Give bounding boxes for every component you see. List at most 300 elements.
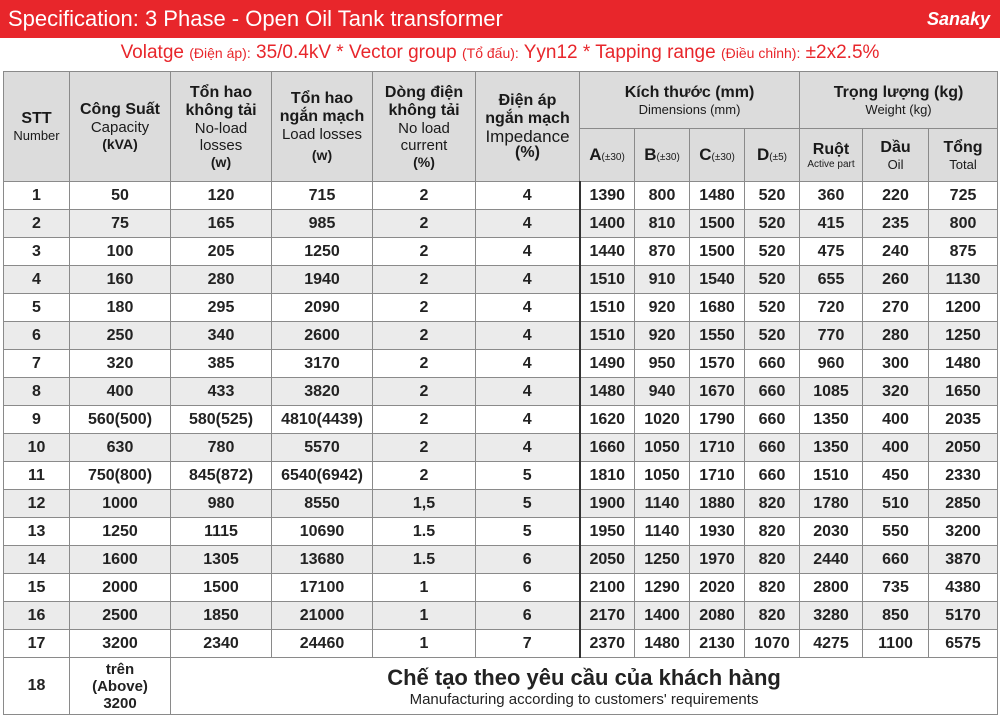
cell-weight-active: 1510 [800,462,863,490]
cell-weight-total: 1250 [929,322,998,350]
cell-dim-a: 2170 [580,602,635,630]
cell-noload-current: 2 [373,462,476,490]
cell-stt: 11 [4,462,70,490]
cell-capacity: 50 [70,182,171,210]
col-header-stt [4,72,70,182]
cell-stt: 9 [4,406,70,434]
cell-stt: 18 [4,658,70,715]
cell-dim-d: 520 [745,182,800,210]
cell-noload-losses: 845(872) [171,462,272,490]
current-en2: current [400,136,448,154]
cell-dim-d: 820 [745,546,800,574]
load-unit: (w) [311,147,333,163]
note-en: Manufacturing according to customers' requirements [409,690,759,708]
cell-impedance: 4 [476,378,580,406]
cell-weight-total: 875 [929,238,998,266]
col-header-weight [800,72,998,129]
cell-weight-total: 725 [929,182,998,210]
cell-stt: 3 [4,238,70,266]
table-row [4,602,998,630]
cell-stt: 1 [4,182,70,210]
cell-dim-d: 660 [745,378,800,406]
cell-load-losses: 1250 [272,238,373,266]
separator: * [582,42,591,63]
table-row [4,630,998,658]
cell-load-losses: 17100 [272,574,373,602]
cell-load-losses: 4810(4439) [272,406,373,434]
cell-impedance: 4 [476,238,580,266]
cell-dim-d: 660 [745,406,800,434]
cell-dim-c: 1680 [690,294,745,322]
custom-manufacturing-note [171,658,998,715]
table-row [4,546,998,574]
cell-noload-losses: 1850 [171,602,272,630]
cell-noload-current: 2 [373,210,476,238]
cell-dim-d: 520 [745,266,800,294]
dim-tolerance: (±30) [601,152,625,163]
cell-capacity: 1250 [70,518,171,546]
cell-noload-losses: 165 [171,210,272,238]
cell-weight-total: 1650 [929,378,998,406]
cell-noload-current: 2 [373,322,476,350]
cell-weight-total: 2050 [929,434,998,462]
cell-weight-oil: 300 [863,350,929,378]
cell-weight-total: 4380 [929,574,998,602]
cell-impedance: 6 [476,602,580,630]
cell-dim-c: 1670 [690,378,745,406]
tapping-range-label: Tapping range [595,42,716,63]
dim-b-header [635,129,690,182]
cell-noload-losses: 580(525) [171,406,272,434]
cell-noload-losses: 2340 [171,630,272,658]
cell-noload-current: 2 [373,294,476,322]
dim-tolerance: (±30) [711,152,735,163]
cell-weight-oil: 400 [863,434,929,462]
cell-noload-losses: 385 [171,350,272,378]
weight-total-header [929,129,998,182]
cell-capacity: 3200 [70,630,171,658]
cell-dim-a: 1510 [580,294,635,322]
cell-impedance: 5 [476,490,580,518]
cell-capacity: 2000 [70,574,171,602]
cell-dim-d: 660 [745,434,800,462]
cell-noload-current: 2 [373,406,476,434]
cell-capacity: 160 [70,266,171,294]
cell-dim-c: 1550 [690,322,745,350]
cell-weight-active: 2800 [800,574,863,602]
dim-tolerance: (±30) [656,152,680,163]
cell-dim-d: 1070 [745,630,800,658]
cell-noload-losses: 1115 [171,518,272,546]
col-header-noload-losses [171,72,272,182]
cell-weight-active: 2030 [800,518,863,546]
cell-dim-a: 1510 [580,266,635,294]
cell-impedance: 4 [476,322,580,350]
vector-group-label: Vector group [348,42,457,63]
cell-noload-current: 2 [373,266,476,294]
cell-noload-current: 1 [373,602,476,630]
noload-en1: No-load [194,119,248,137]
cell-weight-active: 1085 [800,378,863,406]
cell-dim-b: 950 [635,350,690,378]
cell-stt: 12 [4,490,70,518]
cell-dim-c: 1540 [690,266,745,294]
cell-capacity: 2500 [70,602,171,630]
cell-load-losses: 8550 [272,490,373,518]
current-unit: (%) [413,153,435,170]
cell-weight-oil: 270 [863,294,929,322]
current-vn1: Dòng điện [384,83,464,101]
dimensions-en: Dimensions (mm) [638,101,741,117]
spec-table [3,71,998,715]
weight-sub-vn: Ruột [812,140,850,158]
cell-noload-current: 2 [373,434,476,462]
cell-stt: 5 [4,294,70,322]
cell-noload-losses: 780 [171,434,272,462]
tapping-range-vn-label: (Điều chỉnh): [720,45,801,61]
cell-load-losses: 2090 [272,294,373,322]
cell-stt: 7 [4,350,70,378]
table-row-custom [4,658,998,715]
cell-dim-a: 2100 [580,574,635,602]
title-bar [0,0,1000,38]
table-row [4,350,998,378]
cell-noload-losses: 120 [171,182,272,210]
cell-weight-oil: 450 [863,462,929,490]
brand-logo: Sanaky [926,9,990,29]
cell-dim-c: 1710 [690,462,745,490]
cell-noload-current: 2 [373,350,476,378]
cell-weight-oil: 510 [863,490,929,518]
table-row [4,238,998,266]
impedance-en: Impedance [485,127,570,146]
cell-dim-d: 660 [745,350,800,378]
cell-capacity: 750(800) [70,462,171,490]
table-row [4,266,998,294]
col-header-noload-current [373,72,476,182]
cell-dim-b: 870 [635,238,690,266]
impedance-vn1: Điện áp [498,92,557,109]
spec-subtitle [0,40,1000,66]
weight-vn: Trọng lượng (kg) [833,83,964,101]
cell-noload-current: 2 [373,378,476,406]
cell-noload-losses: 980 [171,490,272,518]
cell-stt: 13 [4,518,70,546]
cell-dim-b: 920 [635,294,690,322]
impedance-unit: (%) [515,144,540,161]
current-vn2: không tải [388,101,460,119]
cell-load-losses: 6540(6942) [272,462,373,490]
cell-weight-active: 1780 [800,490,863,518]
cell-noload-current: 2 [373,182,476,210]
cell-weight-active: 1350 [800,406,863,434]
cell-dim-b: 1400 [635,602,690,630]
cell-dim-a: 1660 [580,434,635,462]
cell-weight-active: 3280 [800,602,863,630]
cell-impedance: 4 [476,350,580,378]
dim-d-header [745,129,800,182]
dimensions-vn: Kích thước (mm) [624,83,755,101]
cell-impedance: 4 [476,210,580,238]
impedance-vn2: ngắn mạch [485,110,570,127]
cell-capacity: 250 [70,322,171,350]
cell-weight-total: 3200 [929,518,998,546]
above-line3: 3200 [103,694,137,712]
col-header-impedance [476,72,580,182]
cell-dim-d: 820 [745,602,800,630]
cell-impedance: 7 [476,630,580,658]
cell-weight-active: 2440 [800,546,863,574]
weight-sub-vn: Tổng [943,138,983,156]
dim-c-header [690,129,745,182]
cell-dim-a: 2370 [580,630,635,658]
cell-dim-c: 1930 [690,518,745,546]
cell-stt: 10 [4,434,70,462]
cell-noload-losses: 205 [171,238,272,266]
vector-group-vn-label: (Tổ đấu): [462,45,519,61]
table-row [4,322,998,350]
cell-weight-oil: 1100 [863,630,929,658]
cell-dim-b: 910 [635,266,690,294]
cell-impedance: 5 [476,518,580,546]
cell-stt: 17 [4,630,70,658]
cell-impedance: 6 [476,574,580,602]
cell-load-losses: 24460 [272,630,373,658]
voltage-value: 35/0.4kV [256,42,331,63]
cell-dim-c: 1710 [690,434,745,462]
cell-weight-active: 1350 [800,434,863,462]
weight-oil-header [863,129,929,182]
table-row [4,490,998,518]
dim-letter: A [589,145,602,164]
cell-noload-losses: 433 [171,378,272,406]
cell-dim-c: 2020 [690,574,745,602]
noload-en2: losses [199,136,243,154]
cell-weight-active: 415 [800,210,863,238]
cell-impedance: 4 [476,434,580,462]
cell-dim-a: 1390 [580,182,635,210]
cell-weight-oil: 850 [863,602,929,630]
tapping-range-value: ±2x2.5% [805,42,880,63]
cell-dim-a: 1440 [580,238,635,266]
separator: * [336,42,344,63]
cell-weight-active: 655 [800,266,863,294]
weight-active-header [800,129,863,182]
cell-dim-c: 1880 [690,490,745,518]
cell-noload-losses: 1305 [171,546,272,574]
cell-dim-b: 940 [635,378,690,406]
cell-dim-c: 1500 [690,210,745,238]
cell-weight-active: 720 [800,294,863,322]
cell-weight-oil: 320 [863,378,929,406]
cell-dim-a: 1490 [580,350,635,378]
col-header-load-losses [272,72,373,182]
dim-letter: D [757,145,770,164]
cell-capacity: 75 [70,210,171,238]
cell-impedance: 4 [476,266,580,294]
cell-load-losses: 715 [272,182,373,210]
cell-noload-current: 1.5 [373,546,476,574]
cell-dim-a: 1400 [580,210,635,238]
cell-dim-a: 1510 [580,322,635,350]
cell-impedance: 5 [476,462,580,490]
dim-tolerance: (±5) [769,152,787,163]
table-row [4,574,998,602]
noload-vn2: không tải [185,101,257,119]
page-title: Specification: 3 Phase - Open Oil Tank transformer [8,6,503,31]
cell-capacity: 630 [70,434,171,462]
capacity-vn: Công Suất [80,101,160,118]
weight-sub-en: Active part [807,158,855,170]
cell-noload-losses: 340 [171,322,272,350]
cell-capacity: 1600 [70,546,171,574]
cell-weight-total: 1480 [929,350,998,378]
cell-noload-current: 1 [373,574,476,602]
cell-dim-a: 2050 [580,546,635,574]
note-vn: Chế tạo theo yêu cầu của khách hàng [387,664,781,690]
voltage-vn-label: (Điện áp): [189,45,251,61]
cell-noload-current: 2 [373,238,476,266]
above-line1: trên [105,660,135,678]
noload-vn1: Tổn hao [189,83,253,101]
cell-weight-active: 475 [800,238,863,266]
cell-noload-current: 1 [373,630,476,658]
weight-en: Weight (kg) [865,101,932,117]
cell-weight-total: 1130 [929,266,998,294]
col-header-dimensions [580,72,800,129]
cell-weight-total: 800 [929,210,998,238]
cell-weight-total: 1200 [929,294,998,322]
cell-weight-oil: 260 [863,266,929,294]
cell-noload-current: 1,5 [373,490,476,518]
cell-dim-b: 810 [635,210,690,238]
weight-sub-en: Total [949,156,977,172]
table-row [4,434,998,462]
cell-weight-oil: 280 [863,322,929,350]
voltage-label: Volatge [120,42,184,63]
cell-dim-a: 1810 [580,462,635,490]
cell-stt: 6 [4,322,70,350]
cell-dim-b: 1050 [635,434,690,462]
dim-letter: C [699,145,712,164]
cell-load-losses: 5570 [272,434,373,462]
weight-sub-vn: Dầu [880,138,911,156]
load-vn2: ngắn mạch [279,108,365,125]
cell-weight-oil: 550 [863,518,929,546]
cell-weight-active: 360 [800,182,863,210]
cell-capacity-above [70,658,171,715]
cell-dim-d: 820 [745,518,800,546]
capacity-unit: (kVA) [102,136,138,152]
vector-group-value: Yyn12 [523,42,578,63]
cell-weight-total: 5170 [929,602,998,630]
cell-impedance: 4 [476,406,580,434]
current-en1: No load [398,119,450,137]
table-row [4,294,998,322]
cell-dim-a: 1900 [580,490,635,518]
table-row [4,182,998,210]
cell-dim-c: 2130 [690,630,745,658]
cell-dim-c: 1500 [690,238,745,266]
cell-stt: 2 [4,210,70,238]
spec-table-body [4,182,998,715]
cell-weight-oil: 240 [863,238,929,266]
cell-dim-c: 2080 [690,602,745,630]
cell-dim-b: 1050 [635,462,690,490]
cell-stt: 14 [4,546,70,574]
cell-load-losses: 10690 [272,518,373,546]
cell-weight-total: 6575 [929,630,998,658]
cell-dim-b: 1140 [635,518,690,546]
stt-vn: STT [21,110,52,127]
col-header-capacity [70,72,171,182]
table-row [4,462,998,490]
cell-noload-losses: 295 [171,294,272,322]
cell-weight-oil: 220 [863,182,929,210]
cell-weight-active: 4275 [800,630,863,658]
cell-load-losses: 3820 [272,378,373,406]
cell-weight-oil: 735 [863,574,929,602]
table-row [4,378,998,406]
cell-load-losses: 13680 [272,546,373,574]
cell-load-losses: 985 [272,210,373,238]
cell-noload-current: 1.5 [373,518,476,546]
cell-impedance: 4 [476,294,580,322]
cell-load-losses: 2600 [272,322,373,350]
capacity-en: Capacity [90,119,150,136]
cell-weight-total: 3870 [929,546,998,574]
cell-dim-b: 1250 [635,546,690,574]
cell-dim-d: 520 [745,294,800,322]
cell-capacity: 400 [70,378,171,406]
cell-weight-active: 960 [800,350,863,378]
table-row [4,518,998,546]
cell-load-losses: 1940 [272,266,373,294]
cell-dim-b: 920 [635,322,690,350]
cell-dim-a: 1950 [580,518,635,546]
cell-dim-c: 1570 [690,350,745,378]
cell-capacity: 560(500) [70,406,171,434]
cell-capacity: 320 [70,350,171,378]
cell-dim-b: 1290 [635,574,690,602]
cell-weight-oil: 400 [863,406,929,434]
cell-capacity: 180 [70,294,171,322]
noload-unit: (w) [210,153,232,170]
above-line2: (Above) [92,677,148,695]
cell-dim-d: 520 [745,322,800,350]
table-row [4,406,998,434]
cell-weight-active: 770 [800,322,863,350]
cell-dim-c: 1970 [690,546,745,574]
cell-weight-total: 2850 [929,490,998,518]
cell-dim-d: 660 [745,462,800,490]
load-en: Load losses [281,126,363,143]
cell-dim-b: 1020 [635,406,690,434]
stt-en: Number [13,128,60,143]
cell-stt: 15 [4,574,70,602]
dim-letter: B [644,145,657,164]
cell-noload-losses: 280 [171,266,272,294]
cell-weight-oil: 660 [863,546,929,574]
cell-dim-b: 1480 [635,630,690,658]
cell-stt: 8 [4,378,70,406]
cell-dim-d: 820 [745,574,800,602]
table-row [4,210,998,238]
cell-dim-c: 1790 [690,406,745,434]
weight-sub-en: Oil [887,156,904,172]
cell-capacity: 1000 [70,490,171,518]
dim-a-header [580,129,635,182]
